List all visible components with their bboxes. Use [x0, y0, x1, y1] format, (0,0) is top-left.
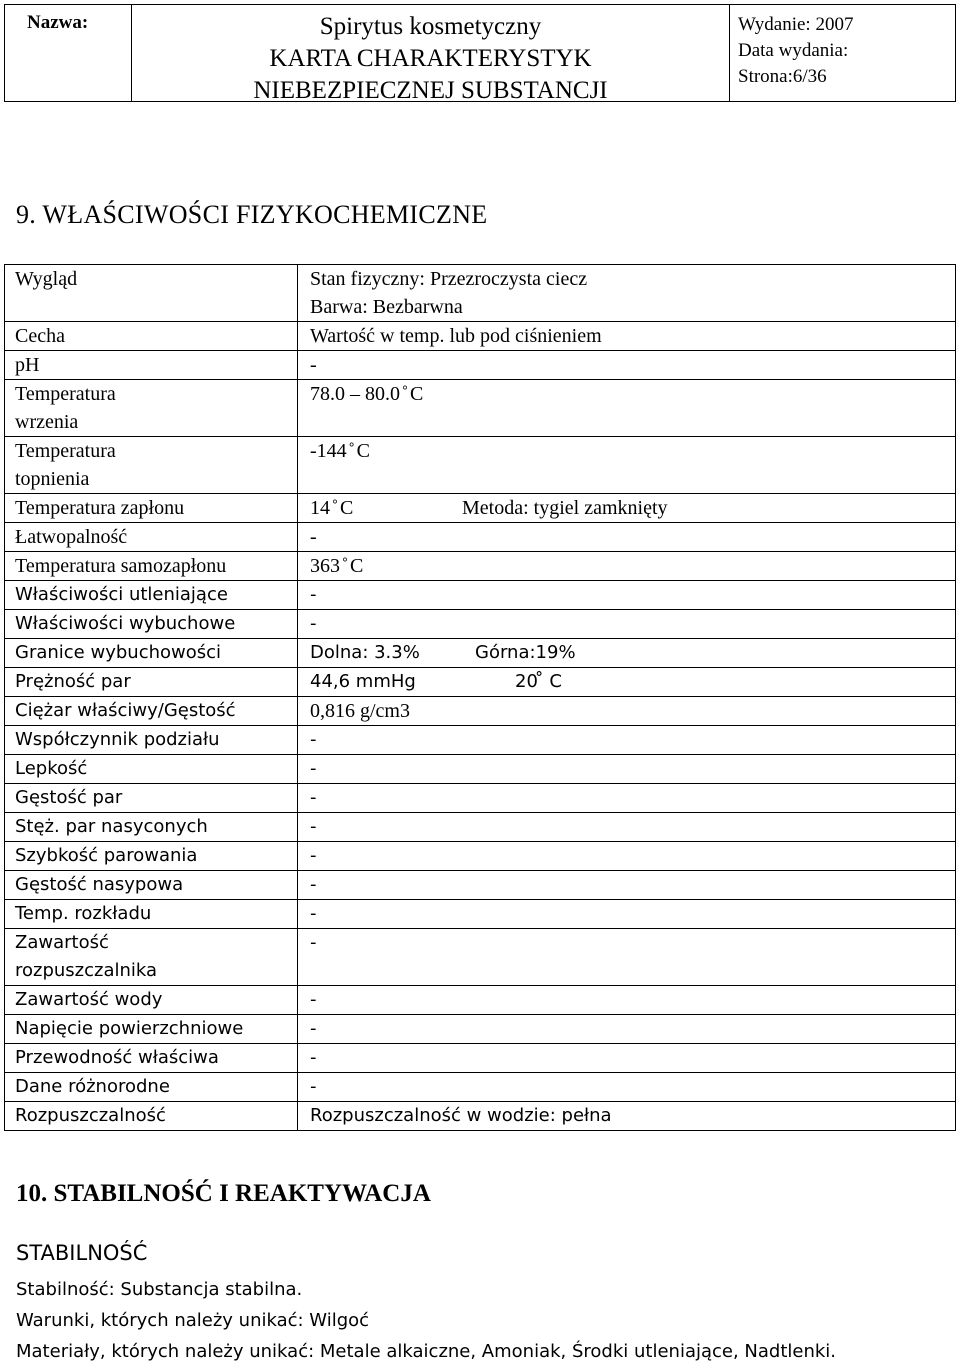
- property-value: -: [298, 726, 956, 755]
- property-value: -: [298, 581, 956, 610]
- issue-date: Data wydania:: [738, 40, 849, 61]
- table-row: [5, 755, 956, 784]
- property-value: [298, 494, 956, 523]
- property-label: Łatwopalność: [5, 523, 298, 552]
- property-label: Gęstość nasypowa: [5, 871, 298, 900]
- property-label: Szybkość parowania: [5, 842, 298, 871]
- table-row: [5, 668, 956, 697]
- property-label: Temperatura topnienia: [5, 437, 298, 494]
- property-label: Ciężar właściwy/Gęstość: [5, 697, 298, 726]
- table-row: [5, 813, 956, 842]
- property-label: Gęstość par: [5, 784, 298, 813]
- table-row: [5, 842, 956, 871]
- table-row: [5, 265, 956, 322]
- table-row: [5, 1073, 956, 1102]
- property-label: Cecha: [5, 322, 298, 351]
- property-value: -: [298, 755, 956, 784]
- property-label: Rozpuszczalność: [5, 1102, 298, 1131]
- property-label: Wygląd: [5, 265, 298, 322]
- property-label: Napięcie powierzchniowe: [5, 1015, 298, 1044]
- property-label: pH: [5, 351, 298, 380]
- property-value: [298, 668, 956, 697]
- table-row: [5, 437, 956, 494]
- edition: Wydanie: 2007: [738, 14, 854, 35]
- page-number: Strona:6/36: [738, 66, 827, 87]
- value-main: Dolna: 3.3%: [310, 642, 420, 663]
- property-value: -: [298, 1044, 956, 1073]
- doc-title-line1: KARTA CHARAKTERYSTYK: [269, 45, 592, 72]
- property-value: -: [298, 784, 956, 813]
- property-label: Temperatura wrzenia: [5, 380, 298, 437]
- stability-lines: [16, 1274, 836, 1367]
- table-row: [5, 784, 956, 813]
- property-value: Rozpuszczalność w wodzie: pełna: [298, 1102, 956, 1131]
- value-line: Stan fizyczny: Przezroczysta ciecz: [310, 268, 588, 290]
- value-main: 44,6 mmHg: [310, 671, 416, 692]
- table-row: [5, 351, 956, 380]
- property-label: Zawartość rozpuszczalnika: [5, 929, 298, 986]
- property-value: -: [298, 523, 956, 552]
- property-label: Temperatura zapłonu: [5, 494, 298, 523]
- property-value: -: [298, 351, 956, 380]
- property-value: Wartość w temp. lub pod ciśnieniem: [298, 322, 956, 351]
- stability-subtitle: STABILNOŚĆ: [16, 1241, 148, 1265]
- property-value: -: [298, 929, 956, 986]
- header-meta: [738, 12, 853, 90]
- value-note: Metoda: tygiel zamknięty: [462, 497, 668, 519]
- table-row: [5, 1102, 956, 1131]
- table-row: [5, 494, 956, 523]
- header-name-label: Nazwa:: [27, 12, 89, 33]
- table-row: [5, 900, 956, 929]
- document-header: [4, 4, 956, 102]
- properties-table: [4, 264, 956, 1131]
- table-row: [5, 1044, 956, 1073]
- section-10-title: 10. STABILNOŚĆ I REAKTYWACJA: [16, 1180, 431, 1207]
- property-label: Właściwości utleniające: [5, 581, 298, 610]
- property-value: -: [298, 1015, 956, 1044]
- property-value: 78.0 – 80.0 ̊ C: [298, 380, 956, 437]
- value-note: 20 ̊ C: [515, 671, 562, 692]
- property-value: [298, 265, 956, 322]
- property-value: 0,816 g/cm3: [298, 697, 956, 726]
- table-row: [5, 322, 956, 351]
- section-9-title: 9. WŁAŚCIWOŚCI FIZYKOCHEMICZNE: [16, 200, 488, 229]
- property-label: Zawartość wody: [5, 986, 298, 1015]
- property-value: -: [298, 986, 956, 1015]
- header-title-block: [132, 11, 729, 107]
- table-row: [5, 552, 956, 581]
- avoid-materials-line: Materiały, których należy unikać: Metale alkaiczne, Amoniak, Środki utleniające, Nadtlenki.: [16, 1341, 837, 1362]
- table-row: [5, 986, 956, 1015]
- value-note: Górna:19%: [475, 642, 576, 663]
- property-label: Współczynnik podziału: [5, 726, 298, 755]
- property-value: [298, 639, 956, 668]
- table-row: [5, 1015, 956, 1044]
- table-row: [5, 871, 956, 900]
- property-value: -: [298, 610, 956, 639]
- property-value: -: [298, 1073, 956, 1102]
- table-row: [5, 639, 956, 668]
- property-label: Właściwości wybuchowe: [5, 610, 298, 639]
- product-name: Spirytus kosmetyczny: [319, 13, 542, 40]
- header-divider-2: [729, 5, 730, 101]
- table-row: [5, 697, 956, 726]
- property-value: -: [298, 842, 956, 871]
- property-label: Dane różnorodne: [5, 1073, 298, 1102]
- table-row: [5, 610, 956, 639]
- doc-title-line2: NIEBEZPIECZNEJ SUBSTANCJI: [253, 77, 608, 104]
- table-row: [5, 929, 956, 986]
- property-label: Granice wybuchowości: [5, 639, 298, 668]
- property-label: Prężność par: [5, 668, 298, 697]
- property-value: 363 ̊ C: [298, 552, 956, 581]
- table-row: [5, 523, 956, 552]
- value-line: Barwa: Bezbarwna: [310, 296, 463, 318]
- value-main: 14 ̊ C: [310, 497, 354, 519]
- property-value: -144 ̊ C: [298, 437, 956, 494]
- property-label: Temp. rozkładu: [5, 900, 298, 929]
- property-value: -: [298, 813, 956, 842]
- property-label: Stęż. par nasyconych: [5, 813, 298, 842]
- avoid-conditions-line: Warunki, których należy unikać: Wilgoć: [16, 1310, 370, 1331]
- table-row: [5, 581, 956, 610]
- property-value: -: [298, 900, 956, 929]
- table-row: [5, 380, 956, 437]
- property-label: Lepkość: [5, 755, 298, 784]
- property-label: Przewodność właściwa: [5, 1044, 298, 1073]
- property-value: -: [298, 871, 956, 900]
- property-label: Temperatura samozapłonu: [5, 552, 298, 581]
- stability-line: Stabilność: Substancja stabilna.: [16, 1279, 303, 1300]
- table-row: [5, 726, 956, 755]
